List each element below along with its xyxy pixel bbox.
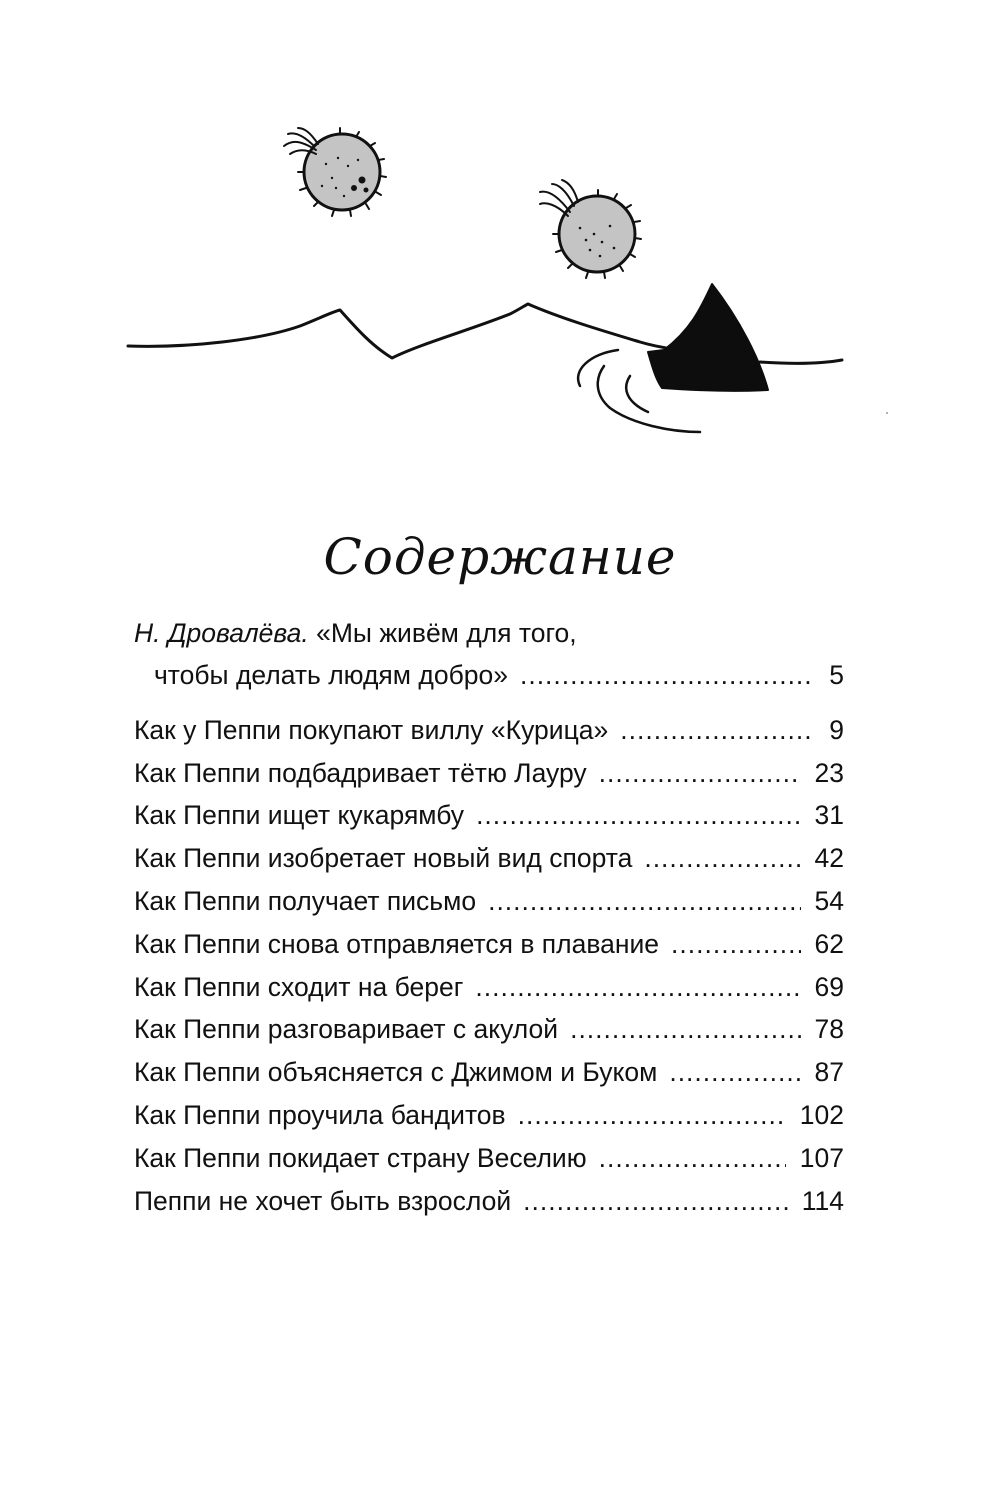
dot-leader xyxy=(518,1094,786,1137)
toc-entry[interactable] xyxy=(134,923,844,966)
toc-entry-page: 62 xyxy=(814,928,844,959)
dot-leader xyxy=(476,794,800,837)
dot-leader xyxy=(520,654,815,697)
toc-entry[interactable] xyxy=(134,966,844,1009)
coconut-left xyxy=(284,128,386,216)
toc-entry-title: Как Пеппи снова отправляется в плавание xyxy=(134,928,660,959)
toc-entry-page: 31 xyxy=(814,800,844,831)
toc-entry-page: 102 xyxy=(799,1099,844,1130)
toc-entry-page: 107 xyxy=(799,1142,844,1173)
toc-entry-page: 54 xyxy=(814,885,844,916)
toc-entry[interactable] xyxy=(134,794,844,837)
toc-entry-title: Как Пеппи проучила бандитов xyxy=(134,1099,506,1130)
dot-leader xyxy=(475,966,800,1009)
sea-illustration xyxy=(0,0,1000,460)
toc-entry[interactable] xyxy=(134,709,844,752)
toc-entry-title: Как Пеппи покидает страну Веселию xyxy=(134,1142,587,1173)
toc-title: Содержание xyxy=(323,528,677,586)
toc-entry-page: 69 xyxy=(814,971,844,1002)
toc-entry[interactable] xyxy=(134,880,844,923)
dot-leader xyxy=(599,752,801,795)
intro-title-line1: «Мы живём для того, xyxy=(316,618,577,648)
toc-entry-page: 9 xyxy=(829,714,844,745)
toc-entry-title: Как Пеппи изобретает новый вид спорта xyxy=(134,843,633,874)
dot-leader xyxy=(671,923,800,966)
dot-leader xyxy=(523,1180,788,1223)
toc-entry-title: Как Пеппи объясняется с Джимом и Буком xyxy=(134,1057,658,1088)
toc-entry[interactable] xyxy=(134,752,844,795)
toc-entry-title: Как Пеппи ищет кукарямбу xyxy=(134,800,465,831)
toc-entry[interactable] xyxy=(134,1051,844,1094)
table-of-contents xyxy=(134,612,844,1222)
toc-entry-page: 42 xyxy=(814,843,844,874)
intro-author: Н. Дровалёва. xyxy=(134,618,309,648)
dot-leader xyxy=(570,1008,800,1051)
toc-entry-page: 78 xyxy=(814,1014,844,1045)
toc-entry-title: Как Пеппи подбадривает тётю Лауру xyxy=(134,757,587,788)
toc-entry-page: 23 xyxy=(814,757,844,788)
toc-entry[interactable] xyxy=(134,1180,844,1223)
toc-entry-title: Как Пеппи получает письмо xyxy=(134,885,477,916)
toc-entry-title: Как Пеппи сходит на берег xyxy=(134,971,464,1002)
dot-leader xyxy=(488,880,800,923)
dot-leader xyxy=(599,1137,786,1180)
dot-leader xyxy=(644,837,800,880)
toc-entry-page: 114 xyxy=(801,1185,844,1216)
toc-entry[interactable] xyxy=(134,837,844,880)
toc-entry[interactable] xyxy=(134,1008,844,1051)
toc-intro-entry[interactable] xyxy=(134,612,844,697)
dot-leader xyxy=(669,1051,800,1094)
intro-page-number: 5 xyxy=(829,660,844,690)
toc-entry-title: Пеппи не хочет быть взрослой xyxy=(134,1185,512,1216)
shark-fin xyxy=(648,284,768,391)
toc-entry-title: Как у Пеппи покупают виллу «Курица» xyxy=(134,714,609,745)
dot-leader xyxy=(620,709,815,752)
coconut-right xyxy=(540,180,641,278)
intro-title-line2: чтобы делать людям добро» xyxy=(154,660,508,690)
toc-entry[interactable] xyxy=(134,1137,844,1180)
intro-first-line xyxy=(134,612,844,654)
toc-entry-title: Как Пеппи разговаривает с акулой xyxy=(134,1014,559,1045)
intro-second-line xyxy=(134,654,844,697)
toc-entry-page: 87 xyxy=(814,1057,844,1088)
toc-entry[interactable] xyxy=(134,1094,844,1137)
